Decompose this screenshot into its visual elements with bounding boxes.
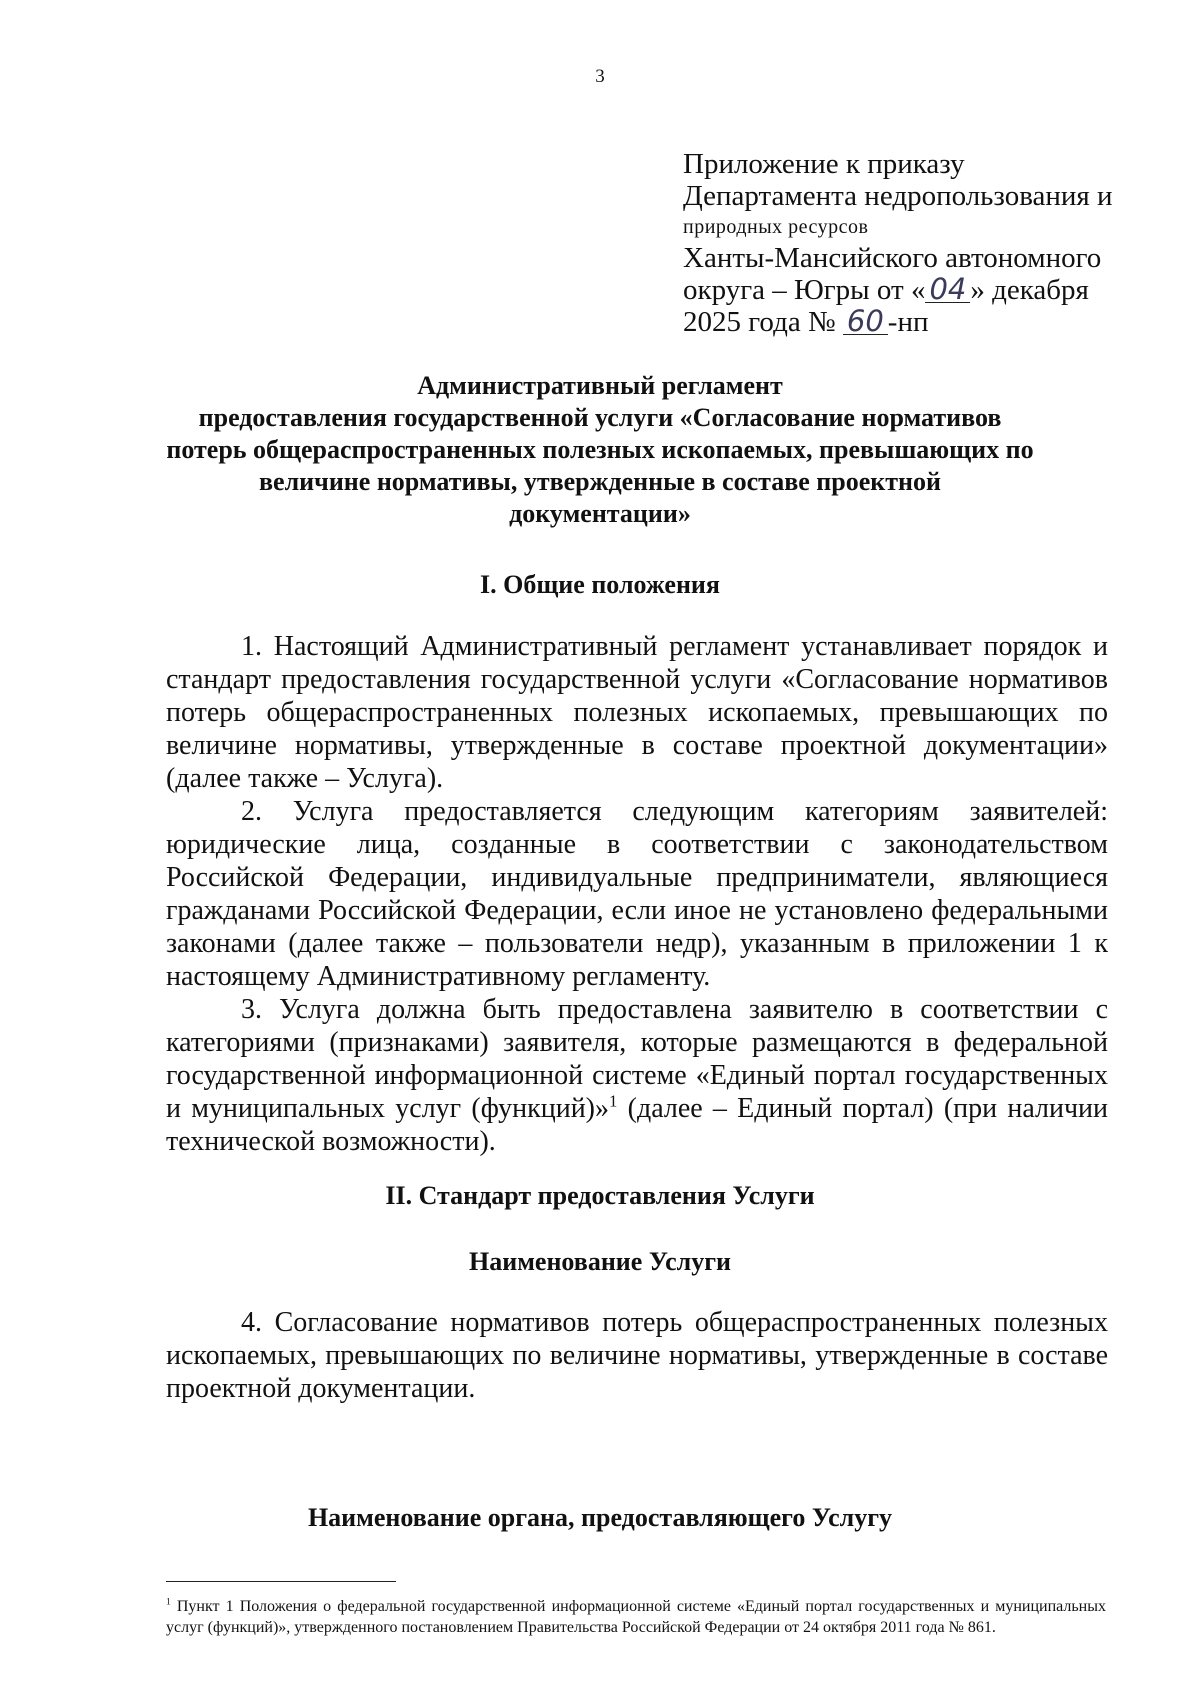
page-number: 3 [595, 66, 605, 87]
service-name-heading: Наименование Услуги [468, 1247, 732, 1276]
appendix-number-prefix: 2025 года № [683, 306, 843, 338]
section-1-body [166, 630, 1108, 1158]
title-line-1: Административный регламент [417, 371, 783, 400]
appendix-line-5 [683, 274, 1143, 306]
paragraph-4: 4. Согласование нормативов потерь общераспространенных полезных ископаемых, превышающих по величине нормативы, утвержденные в составе проектной документации. [166, 1307, 1108, 1404]
section-2-heading: II. Стандарт предоставления Услуги [385, 1181, 815, 1210]
footnote-text: Пункт 1 Положения о федеральной государственной информационной системе «Единый портал государственных и муниципальных услуг (функций)», утвержденного постановлением Правительства Российской Федерации от 24 октября 2011 года № 861. [166, 1598, 1106, 1636]
paragraph-3-text: 3. Услуга должна быть предоставлена заявителю в соответствии с категориями (признаками) заявителя, которые размещаются в федеральной государственной информационной системе «Единый портал государственных и муниципальных услуг (функций)» [166, 994, 1108, 1124]
appendix-line-3: природных ресурсов [683, 216, 869, 238]
appendix-date-prefix: округа – Югры от « [683, 274, 926, 306]
paragraph-2: 2. Услуга предоставляется следующим категориям заявителей: юридические лица, созданные в соответствии с законодательством Российской Федерации, индивидуальные предприниматели, являющиеся гражданами Российской Федерации, если иное не установлено федеральными законами (далее также – пользователи недр), указанным в приложении 1 к настоящему Административному регламенту. [166, 796, 1108, 992]
document-title [150, 370, 1050, 530]
appendix-number-suffix: -нп [887, 306, 929, 338]
paragraph-3 [166, 993, 1108, 1158]
appendix-date-suffix: » декабря [970, 274, 1089, 306]
service-body-heading: Наименование органа, предоставляющего Услугу [307, 1503, 893, 1532]
section-2-body [166, 1306, 1108, 1405]
appendix-line-1: Приложение к приказу [683, 148, 965, 180]
paragraph-1: 1. Настоящий Административный регламент устанавливает порядок и стандарт предоставления государственной услуги «Согласование нормативов потерь общераспространенных полезных ископаемых, превышающих по величине нормативы, утвержденные в составе проектной документации» (далее также – Услуга). [166, 631, 1108, 794]
appendix-line-4: Ханты-Мансийского автономного [683, 242, 1102, 274]
section-1-heading: I. Общие положения [480, 570, 720, 599]
footnote-divider [166, 1581, 396, 1582]
appendix-line-6 [683, 306, 1143, 338]
footnote-ref: 1 [609, 1091, 618, 1111]
title-line-5: документации» [509, 499, 691, 528]
title-line-2: предоставления государственной услуги «Согласование нормативов [198, 403, 1002, 432]
handwritten-number: 60 [843, 308, 888, 335]
paragraph-3-tail: (далее – Единый портал) (при наличии технической возможности). [166, 1093, 1109, 1157]
title-line-4: величине нормативы, утвержденные в составе проектной [259, 467, 941, 496]
footnote-marker: 1 [166, 1596, 171, 1608]
footnote [166, 1596, 1106, 1638]
appendix-block [683, 148, 1143, 338]
appendix-line-2: Департамента недропользования и [683, 180, 1113, 212]
handwritten-day: 04 [925, 276, 970, 303]
title-line-3: потерь общераспространенных полезных ископаемых, превышающих по [166, 435, 1034, 464]
